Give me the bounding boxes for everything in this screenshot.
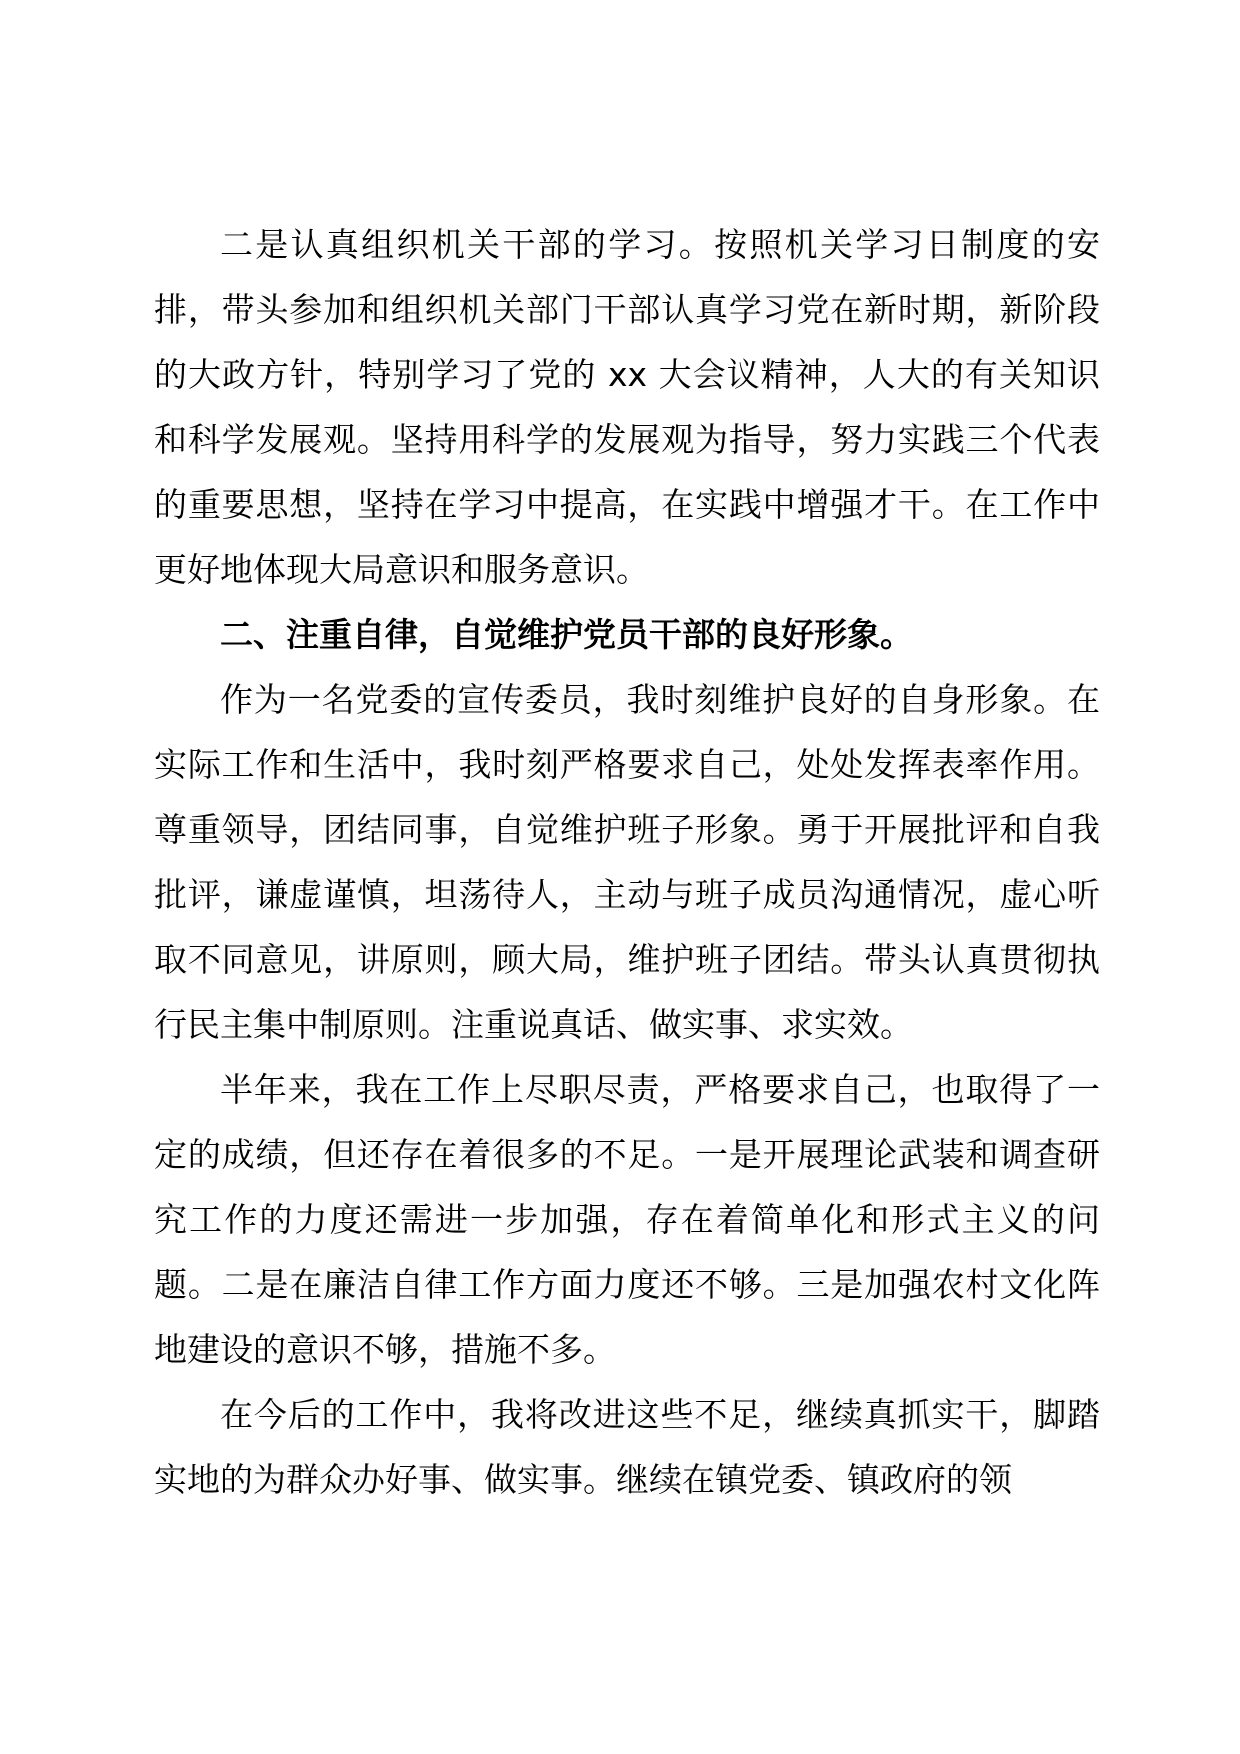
section-heading-self-discipline: 二、注重自律，自觉维护党员干部的良好形象。 — [220, 615, 913, 654]
paragraph-study: 二是认真组织机关干部的学习。按照机关学习日制度的安排，带头参加和组织机关部门干部认真学习党在新时期，新阶段的大政方针，特别学习了党的 xx 大会议精神，人大的有关知识和科学发展观。坚持用科学的发展观为指导，努力实践三个代表的重要思想，坚持在学习中提高，在实践中增强才干。在工作中更好地体现大局意识和服务意识。 — [154, 225, 1100, 589]
paragraph-self-image: 作为一名党委的宣传委员，我时刻维护良好的自身形象。在实际工作和生活中，我时刻严格要求自己，处处发挥表率作用。尊重领导，团结同事，自觉维护班子形象。勇于开展批评和自我批评，谦虚谨慎，坦荡待人，主动与班子成员沟通情况，虚心听取不同意见，讲原则，顾大局，维护班子团结。带头认真贯彻执行民主集中制原则。注重说真话、做实事、求实效。 — [154, 680, 1100, 1044]
paragraph-future-work: 在今后的工作中，我将改进这些不足，继续真抓实干，脚踏实地的为群众办好事、做实事。继续在镇党委、镇政府的领 — [154, 1395, 1100, 1499]
document-body — [154, 212, 1100, 1512]
paragraph-shortcomings: 半年来，我在工作上尽职尽责，严格要求自己，也取得了一定的成绩，但还存在着很多的不足。一是开展理论武装和调查研究工作的力度还需进一步加强，存在着简单化和形式主义的问题。二是在廉洁自律工作方面力度还不够。三是加强农村文化阵地建设的意识不够，措施不多。 — [154, 1070, 1100, 1369]
